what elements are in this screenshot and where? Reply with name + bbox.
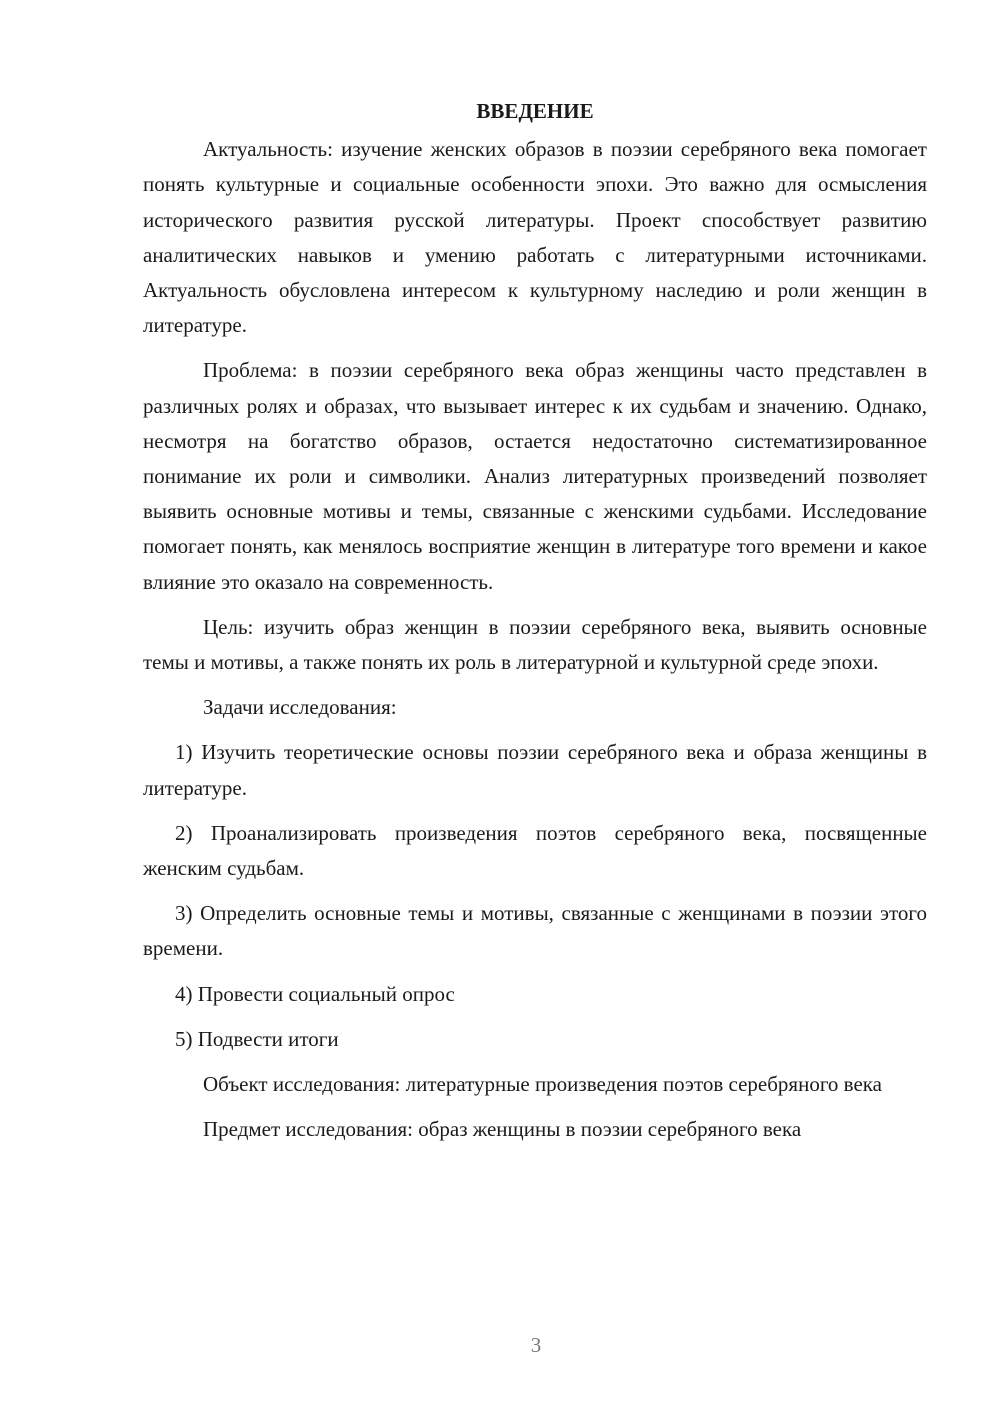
task-item: 2) Проанализировать произведения поэтов серебряного века, посвященные женским судьбам. (143, 820, 927, 881)
task-item: 5) Подвести итоги (175, 1026, 339, 1051)
tasks-heading: Задачи исследования: (203, 695, 397, 720)
task-item: 4) Провести социальный опрос (175, 981, 455, 1006)
task-item: 3) Определить основные темы и мотивы, связанные с женщинами в поэзии этого времени. (143, 901, 927, 961)
document-page (143, 94, 927, 1157)
paragraph-subject: Предмет исследования: образ женщины в поэзии серебряного века (203, 1117, 802, 1142)
paragraph-problem: Проблема: в поэзии серебряного века образ женщины часто представлен в различных ролях и образах, что вызывает интерес к их судьбам и значению. Однако, несмотря на богатство образов, остается недостаточно систематизированное понимание их роли и символики. Анализ литературных произведений позволяет выявить основные мотивы и темы, связанные с женскими судьбами. Исследование помогает понять, как менялось восприятие женщин в литературе того времени и какое влияние это оказало на современность. (143, 358, 927, 594)
paragraph-relevance: Актуальность: изучение женских образов в поэзии серебряного века помогает понять культурные и социальные особенности эпохи. Это важно для осмысления исторического развития русской литературы. Проект способствует развитию аналитических навыков и умению работать с литературными источниками. Актуальность обусловлена интересом к культурному наследию и роли женщин в литературе. (143, 137, 927, 338)
paragraph-object: Объект исследования: литературные произведения поэтов серебряного века (203, 1072, 882, 1097)
task-item: 1) Изучить теоретические основы поэзии серебряного века и образа женщины в литературе. (143, 740, 927, 800)
page-number: 3 (530, 1333, 542, 1357)
section-title: ВВЕДЕНИЕ (476, 99, 594, 123)
paragraph-goal: Цель: изучить образ женщин в поэзии серебряного века, выявить основные темы и мотивы, а также понять их роль в литературной и культурной среде эпохи. (143, 614, 927, 675)
